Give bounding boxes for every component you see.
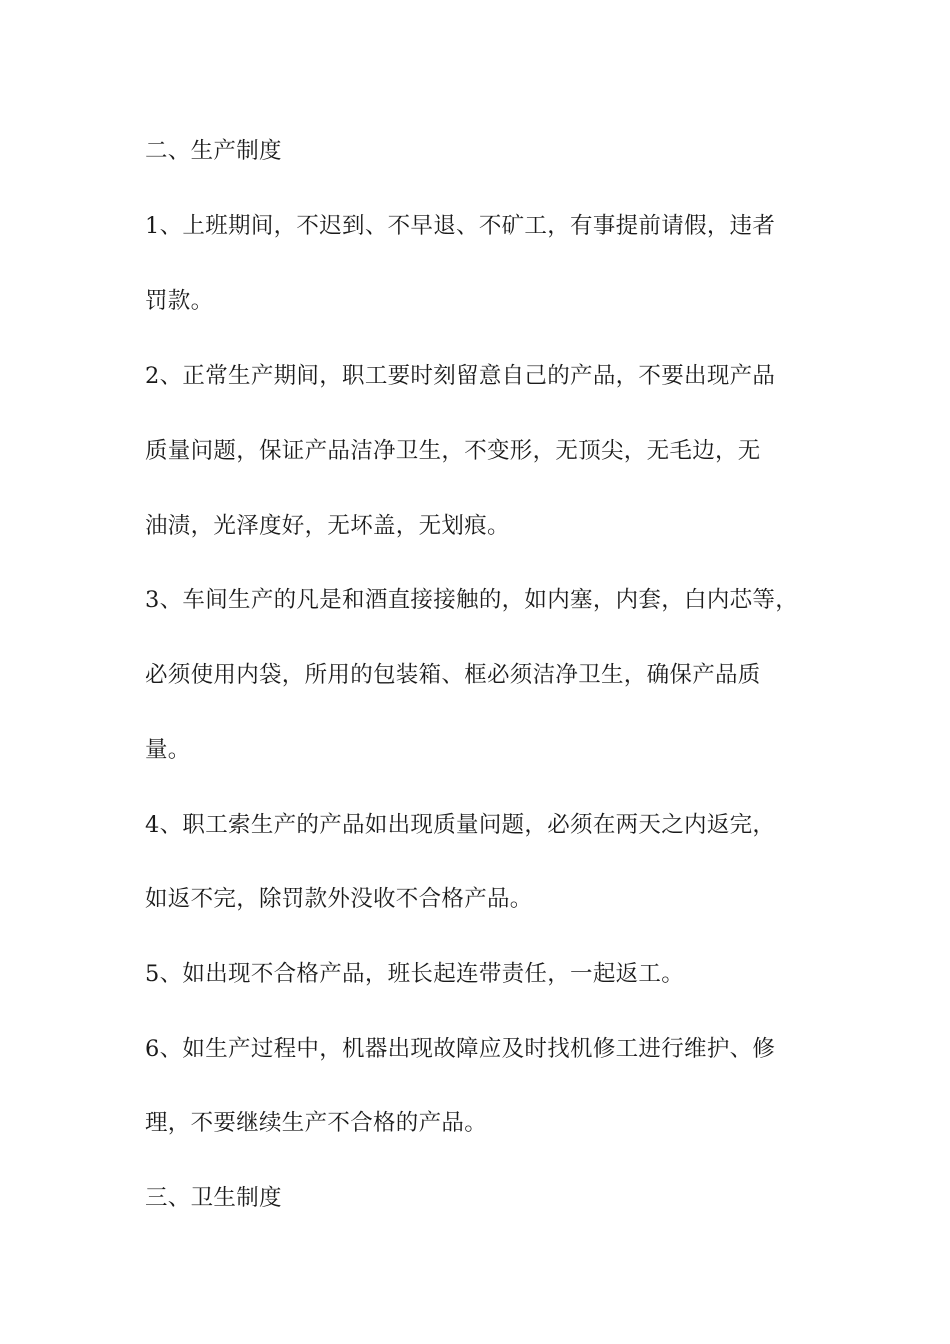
paragraph-line: 量。 <box>145 737 191 763</box>
paragraph-line: 质量问题，保证产品洁净卫生，不变形，无顶尖，无毛边，无 <box>145 438 761 464</box>
section-heading-hygiene: 三、卫生制度 <box>145 1185 282 1211</box>
paragraph-line: 1、上班期间，不迟到、不早退、不矿工，有事提前请假，违者 <box>145 213 776 239</box>
paragraph-line: 罚款。 <box>145 288 214 314</box>
paragraph-line: 必须使用内袋，所用的包装箱、框必须洁净卫生，确保产品质 <box>145 662 761 688</box>
paragraph-line: 5、如出现不合格产品，班长起连带责任，一起返工。 <box>145 961 685 987</box>
paragraph-line: 4、职工索生产的产品如出现质量问题，必须在两天之内返完， <box>145 812 776 838</box>
paragraph-line: 油渍，光泽度好，无坏盖，无划痕。 <box>145 513 510 539</box>
paragraph-line: 2、正常生产期间，职工要时刻留意自己的产品，不要出现产品 <box>145 363 776 389</box>
paragraph-line: 6、如生产过程中，机器出现故障应及时找机修工进行维护、修 <box>145 1036 776 1062</box>
paragraph-line: 3、车间生产的凡是和酒直接接触的，如内塞，内套，白内芯等， <box>145 587 799 613</box>
paragraph-line: 如返不完，除罚款外没收不合格产品。 <box>145 886 533 912</box>
paragraph-line: 理，不要继续生产不合格的产品。 <box>145 1110 488 1136</box>
section-heading-production: 二、生产制度 <box>145 138 282 164</box>
